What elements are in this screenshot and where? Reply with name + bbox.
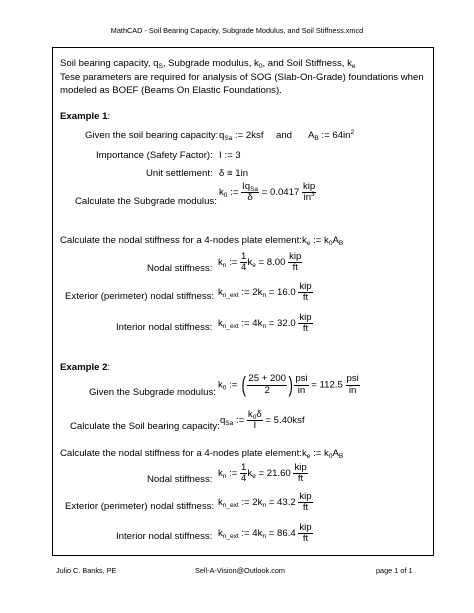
intro-line-3: modeled as BOEF (Beams On Elastic Foundations).: [60, 85, 282, 96]
ex1-nodal-expr: $k_n$ := $\frac{1}{4}$ $k_e = 8.00$ $\frac{\text{kip}}{ft}$: [218, 251, 302, 274]
ex1-nodal-intro: Calculate the nodal stiffness for a 4-nodes plate element:: [60, 235, 302, 246]
ex2-exterior-expr: $k_{n\_ext}$ := $2k_n = 43.2$ $\frac{\text{kip}}{ft}$: [218, 491, 312, 514]
ex1-settlement-expr: δ ≡ 1in: [219, 168, 249, 179]
ex1-nodal-label: Nodal stiffness:: [147, 263, 213, 274]
intro-line-1: Soil bearing capacity, $q_S$, Subgrade modulus, $k_0$, and Soil Stiffness, $k_e$: [60, 58, 356, 70]
ex1-importance-label: Importance (Safety Factor):: [96, 150, 213, 161]
ex1-importance-expr: I := 3: [219, 150, 241, 161]
ex2-modulus-expr: $k_0$ := ( $\frac{25 + 200}{2}$ ) $\frac{\text{psi}}{in}$ = 112.5 $\frac{\text{psi}}{in}$: [218, 372, 359, 397]
footer-page-number: page 1 of 1: [376, 566, 413, 575]
ex1-ke-expr: $k_e$ := $k_0A_B$: [302, 235, 344, 247]
ex1-interior-expr: $k_{n\_ext}$ := $4k_n = 32.0$ $\frac{\text{kip}}{ft}$: [218, 312, 312, 335]
ex2-nodal-intro: Calculate the nodal stiffness for a 4-nodes plate element:: [60, 448, 302, 459]
ex1-interior-label: Interior nodal stiffness:: [116, 322, 213, 333]
ex2-interior-label: Interior nodal stiffness:: [116, 531, 213, 542]
ex1-modulus-expr: $k_0$ := $\frac{Iq_{Sa}}{\delta}$ = 0.0417 $\frac{\text{kip}}{in^3}$: [219, 181, 316, 204]
ex2-ke-expr: $k_e$ := $k_0A_B$: [302, 448, 344, 460]
intro-line-2: Tese parameters are required for analysis of SOG (Slab-On-Grade) foundations when: [60, 72, 424, 83]
ex2-bearing-label: Calculate the Soil bearing capacity:: [70, 421, 220, 432]
example-1-title: Example 1:: [60, 111, 111, 122]
footer-author: Julio C. Banks, PE: [56, 566, 117, 575]
footer-email: Sell-A-Vision@Outlook.com: [195, 566, 286, 575]
ex1-area-expr: $A_B$ := $64in^2$: [308, 129, 355, 142]
ex1-bearing-label: Given the soil bearing capacity:: [85, 130, 219, 141]
ex2-nodal-label: Nodal stiffness:: [147, 474, 213, 485]
example-2-title: Example 2:: [60, 362, 111, 373]
ex1-exterior-expr: $k_{n\_ext}$ := $2k_n = 16.0$ $\frac{\text{kip}}{ft}$: [218, 281, 312, 304]
ex1-exterior-label: Exterior (perimeter) nodal stiffness:: [65, 291, 215, 302]
ex2-interior-expr: $k_{n\_ext}$ := $4k_n = 86.4$ $\frac{\text{kip}}{ft}$: [218, 522, 312, 545]
ex2-nodal-expr: $k_n$ := $\frac{1}{4}$ $k_e = 21.60$ $\frac{\text{kip}}{ft}$: [218, 462, 307, 485]
ex1-settlement-label: Unit settlement:: [146, 168, 213, 179]
ex1-bearing-expr: $q_{Sa}$ := 2ksf: [219, 130, 264, 142]
ex2-modulus-label: Given the Subgrade modulus:: [89, 387, 216, 398]
ex1-and: and: [276, 130, 293, 141]
ex2-bearing-expr: $q_{Sa}$ := $\frac{k_0\delta}{I}$ = 5.40ksf: [220, 409, 305, 432]
ex1-modulus-label: Calculate the Subgrade modulus:: [75, 196, 217, 207]
ex2-exterior-label: Exterior (perimeter) nodal stiffness:: [65, 501, 215, 512]
document-header: MathCAD - Soil Bearing Capacity, Subgrade Modulus, and Soil Stiffness.xmcd: [110, 26, 364, 35]
